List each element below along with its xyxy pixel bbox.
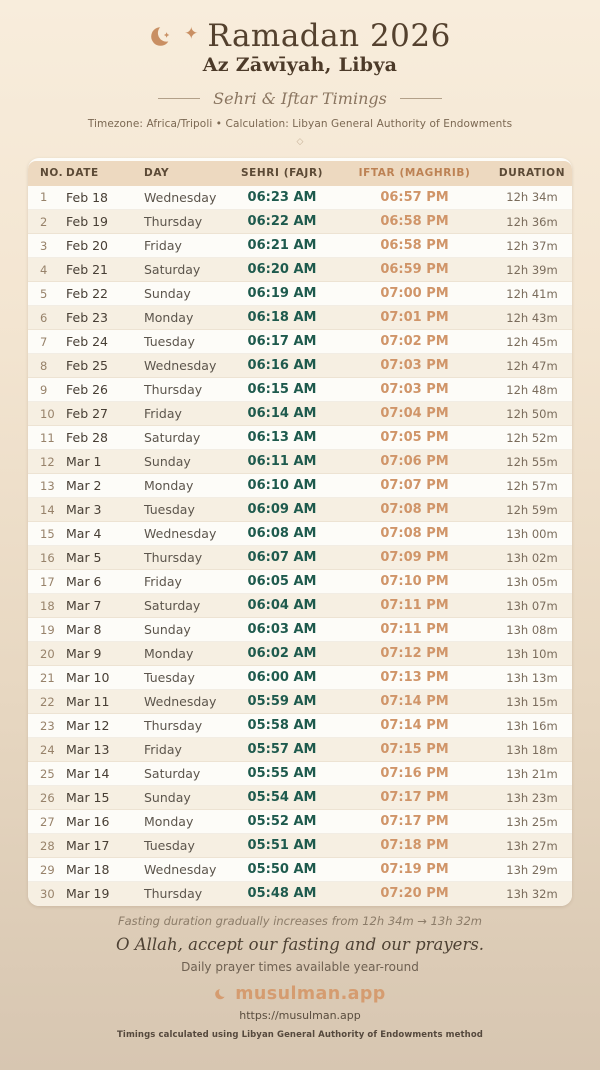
- table-row: [28, 546, 572, 570]
- brand-name: musulman.app: [235, 983, 386, 1004]
- cell-date: Feb 23: [66, 310, 109, 326]
- sparkle-icon: ✦: [184, 23, 199, 44]
- cell-duration: 13h 15m: [506, 694, 558, 709]
- table-row: [28, 570, 572, 594]
- cell-iftar: 07:11 PM: [380, 598, 449, 614]
- cell-no: 13: [40, 478, 55, 493]
- cell-sehri: 05:57 AM: [247, 742, 317, 758]
- table-row: [28, 762, 572, 786]
- cell-iftar: 07:16 PM: [380, 766, 449, 782]
- table-row: [28, 594, 572, 618]
- cell-iftar: 07:18 PM: [380, 838, 449, 854]
- cell-date: Mar 18: [66, 862, 110, 878]
- cell-day: Saturday: [144, 598, 201, 614]
- column-header-sehri: SEHRI (FAJR): [227, 161, 337, 186]
- cell-sehri: 06:02 AM: [247, 646, 317, 662]
- page-footer: [0, 914, 600, 1070]
- cell-sehri: 06:21 AM: [247, 238, 317, 254]
- cell-duration: 13h 32m: [506, 886, 558, 901]
- cell-duration: 12h 59m: [506, 502, 558, 517]
- column-header-duration: DURATION: [492, 161, 572, 186]
- cell-sehri: 06:13 AM: [247, 430, 317, 446]
- cell-iftar: 07:04 PM: [380, 406, 449, 422]
- cell-iftar: 06:58 PM: [380, 238, 449, 254]
- cell-duration: 12h 47m: [506, 358, 558, 373]
- cell-duration: 13h 25m: [506, 814, 558, 829]
- cell-day: Sunday: [144, 790, 191, 806]
- cell-no: 29: [40, 862, 55, 877]
- dua-text: O Allah, accept our fasting and our prayers.: [115, 934, 485, 954]
- cell-day: Friday: [144, 574, 182, 590]
- cell-day: Saturday: [144, 766, 201, 782]
- cell-day: Monday: [144, 646, 194, 662]
- table-row: [28, 522, 572, 546]
- cell-sehri: 06:09 AM: [247, 502, 317, 518]
- table-row: [28, 786, 572, 810]
- cell-iftar: 07:11 PM: [380, 622, 449, 638]
- cell-duration: 13h 13m: [506, 670, 558, 685]
- cell-day: Sunday: [144, 286, 191, 302]
- cell-date: Mar 14: [66, 766, 110, 782]
- cell-duration: 12h 57m: [506, 478, 558, 493]
- cell-sehri: 06:11 AM: [247, 454, 317, 470]
- cell-duration: 12h 37m: [506, 238, 558, 253]
- cell-day: Thursday: [144, 886, 203, 902]
- cell-day: Wednesday: [144, 526, 217, 542]
- timetable-header-row: [28, 161, 572, 186]
- cell-no: 17: [40, 574, 55, 589]
- cell-no: 27: [40, 814, 55, 829]
- cell-date: Feb 26: [66, 382, 109, 398]
- page-title: Ramadan 2026: [207, 18, 451, 54]
- cell-iftar: 07:10 PM: [380, 574, 449, 590]
- cell-no: 24: [40, 742, 55, 757]
- table-row: [28, 738, 572, 762]
- cell-duration: 13h 16m: [506, 718, 558, 733]
- cell-no: 6: [40, 310, 48, 325]
- cell-no: 28: [40, 838, 55, 853]
- cell-duration: 13h 23m: [506, 790, 558, 805]
- cell-date: Feb 18: [66, 189, 109, 205]
- cell-no: 9: [40, 382, 48, 397]
- cell-iftar: 07:03 PM: [380, 382, 449, 398]
- cell-day: Monday: [144, 814, 194, 830]
- cell-date: Mar 12: [66, 718, 110, 734]
- cell-duration: 12h 50m: [506, 406, 558, 421]
- cell-no: 30: [40, 886, 55, 901]
- crescent-moon-icon: [149, 23, 175, 49]
- table-row: [28, 666, 572, 690]
- table-row: [28, 642, 572, 666]
- cell-duration: 12h 39m: [506, 262, 558, 277]
- cell-iftar: 06:58 PM: [380, 214, 449, 230]
- cell-iftar: 07:14 PM: [380, 718, 449, 734]
- availability-note: Daily prayer times available year-round: [181, 959, 419, 974]
- table-row: [28, 810, 572, 834]
- column-header-day: DAY: [144, 161, 227, 186]
- cell-day: Monday: [144, 310, 194, 326]
- table-row: [28, 282, 572, 306]
- cell-day: Saturday: [144, 430, 201, 446]
- cell-sehri: 06:23 AM: [247, 189, 317, 205]
- cell-iftar: 07:06 PM: [380, 454, 449, 470]
- cell-date: Mar 13: [66, 742, 110, 758]
- cell-duration: 12h 34m: [506, 190, 558, 205]
- column-header-iftar: IFTAR (MAGHRIB): [337, 161, 492, 186]
- table-row: [28, 354, 572, 378]
- cell-day: Saturday: [144, 262, 201, 278]
- cell-day: Tuesday: [144, 670, 195, 686]
- cell-no: 4: [40, 262, 48, 277]
- cell-date: Mar 9: [66, 646, 102, 662]
- table-row: [28, 306, 572, 330]
- column-header-date: DATE: [66, 161, 144, 186]
- cell-no: 12: [40, 454, 55, 469]
- table-row: [28, 210, 572, 234]
- cell-sehri: 06:18 AM: [247, 310, 317, 326]
- cell-duration: 13h 02m: [506, 550, 558, 565]
- cell-date: Mar 4: [66, 526, 102, 542]
- cell-day: Thursday: [144, 214, 203, 230]
- cell-date: Mar 6: [66, 574, 102, 590]
- cell-sehri: 06:15 AM: [247, 382, 317, 398]
- cell-sehri: 06:20 AM: [247, 262, 317, 278]
- table-row: [28, 858, 572, 882]
- cell-date: Feb 21: [66, 262, 109, 278]
- column-header-no: NO.: [28, 161, 66, 186]
- cell-sehri: 05:54 AM: [247, 790, 317, 806]
- title-row: [0, 20, 600, 53]
- cell-day: Friday: [144, 238, 182, 254]
- table-row: [28, 330, 572, 354]
- cell-day: Friday: [144, 406, 182, 422]
- cell-duration: 13h 29m: [506, 862, 558, 877]
- brand-link[interactable]: [0, 984, 600, 1004]
- cell-iftar: 06:57 PM: [380, 189, 449, 205]
- cell-no: 8: [40, 358, 48, 373]
- cell-day: Wednesday: [144, 189, 217, 205]
- cell-no: 7: [40, 334, 48, 349]
- duration-trend-note: Fasting duration gradually increases from 12h 34m → 13h 32m: [117, 913, 483, 928]
- table-row: [28, 834, 572, 858]
- cell-day: Thursday: [144, 382, 203, 398]
- table-row: [28, 426, 572, 450]
- page-header: [0, 20, 600, 147]
- cell-duration: 12h 48m: [506, 382, 558, 397]
- cell-day: Friday: [144, 742, 182, 758]
- cell-iftar: 07:13 PM: [380, 670, 449, 686]
- cell-no: 22: [40, 694, 55, 709]
- cell-iftar: 07:19 PM: [380, 862, 449, 878]
- cell-no: 26: [40, 790, 55, 805]
- cell-no: 1: [40, 190, 48, 205]
- cell-sehri: 06:03 AM: [247, 622, 317, 638]
- cell-sehri: 05:55 AM: [247, 766, 317, 782]
- cell-duration: 12h 52m: [506, 430, 558, 445]
- cell-date: Feb 19: [66, 214, 109, 230]
- cell-day: Wednesday: [144, 358, 217, 374]
- cell-iftar: 07:15 PM: [380, 742, 449, 758]
- table-row: [28, 402, 572, 426]
- cell-duration: 12h 43m: [506, 310, 558, 325]
- cell-iftar: 07:00 PM: [380, 286, 449, 302]
- decorative-line-right: [400, 98, 442, 99]
- cell-sehri: 06:19 AM: [247, 286, 317, 302]
- cell-date: Mar 15: [66, 790, 110, 806]
- timetable: [28, 161, 572, 906]
- cell-day: Sunday: [144, 454, 191, 470]
- cell-date: Feb 28: [66, 430, 109, 446]
- cell-iftar: 07:14 PM: [380, 694, 449, 710]
- table-row: [28, 234, 572, 258]
- table-row: [28, 498, 572, 522]
- cell-date: Mar 1: [66, 454, 102, 470]
- cell-date: Mar 16: [66, 814, 110, 830]
- cell-day: Thursday: [144, 550, 203, 566]
- cell-date: Mar 11: [66, 694, 110, 710]
- cell-date: Feb 20: [66, 238, 109, 254]
- cell-no: 16: [40, 550, 55, 565]
- cell-no: 21: [40, 670, 55, 685]
- location-title: Az Zāwīyah, Libya: [202, 53, 398, 76]
- cell-sehri: 06:07 AM: [247, 550, 317, 566]
- cell-day: Sunday: [144, 622, 191, 638]
- table-row: [28, 474, 572, 498]
- cell-iftar: 07:05 PM: [380, 430, 449, 446]
- cell-date: Mar 10: [66, 670, 110, 686]
- decorative-line-left: [158, 98, 200, 99]
- cell-no: 18: [40, 598, 55, 613]
- cell-duration: 13h 18m: [506, 742, 558, 757]
- cell-day: Wednesday: [144, 862, 217, 878]
- cell-sehri: 06:17 AM: [247, 334, 317, 350]
- table-row: [28, 690, 572, 714]
- cell-no: 3: [40, 238, 48, 253]
- cell-duration: 13h 08m: [506, 622, 558, 637]
- cell-iftar: 07:01 PM: [380, 310, 449, 326]
- cell-sehri: 06:00 AM: [247, 670, 317, 686]
- cell-duration: 12h 55m: [506, 454, 558, 469]
- cell-sehri: 06:14 AM: [247, 406, 317, 422]
- cell-no: 5: [40, 286, 48, 301]
- cell-no: 2: [40, 214, 48, 229]
- cell-no: 23: [40, 718, 55, 733]
- cell-sehri: 06:05 AM: [247, 574, 317, 590]
- cell-no: 19: [40, 622, 55, 637]
- cell-day: Tuesday: [144, 334, 195, 350]
- cell-no: 20: [40, 646, 55, 661]
- cell-day: Tuesday: [144, 838, 195, 854]
- cell-date: Feb 27: [66, 406, 109, 422]
- cell-sehri: 05:59 AM: [247, 694, 317, 710]
- calculation-method-note: Timings calculated using Libyan General Authority of Endowments method: [117, 1029, 483, 1040]
- table-row: [28, 378, 572, 402]
- cell-iftar: 07:07 PM: [380, 478, 449, 494]
- cell-no: 10: [40, 406, 55, 421]
- table-row: [28, 618, 572, 642]
- table-row: [28, 258, 572, 282]
- cell-duration: 13h 27m: [506, 838, 558, 853]
- cell-day: Monday: [144, 478, 194, 494]
- table-row: [28, 714, 572, 738]
- cell-no: 15: [40, 526, 55, 541]
- cell-day: Tuesday: [144, 502, 195, 518]
- cell-date: Mar 3: [66, 502, 102, 518]
- cell-duration: 13h 05m: [506, 574, 558, 589]
- cell-duration: 13h 00m: [506, 526, 558, 541]
- table-row: [28, 450, 572, 474]
- cell-no: 14: [40, 502, 55, 517]
- cell-date: Mar 2: [66, 478, 102, 494]
- cell-sehri: 06:04 AM: [247, 598, 317, 614]
- cell-sehri: 05:58 AM: [247, 718, 317, 734]
- cell-no: 25: [40, 766, 55, 781]
- cell-duration: 12h 41m: [506, 286, 558, 301]
- cell-iftar: 07:08 PM: [380, 502, 449, 518]
- table-row: [28, 882, 572, 906]
- cell-iftar: 07:17 PM: [380, 790, 449, 806]
- cell-sehri: 05:52 AM: [247, 814, 317, 830]
- diamond-ornament-icon: ◇: [296, 136, 304, 147]
- cell-iftar: 07:03 PM: [380, 358, 449, 374]
- cell-date: Feb 24: [66, 334, 109, 350]
- cell-sehri: 05:48 AM: [247, 886, 317, 902]
- cell-sehri: 05:51 AM: [247, 838, 317, 854]
- timetable-body: [28, 186, 572, 906]
- cell-no: 11: [40, 430, 55, 445]
- cell-date: Feb 25: [66, 358, 109, 374]
- cell-date: Mar 7: [66, 598, 102, 614]
- cell-sehri: 06:22 AM: [247, 214, 317, 230]
- cell-duration: 12h 45m: [506, 334, 558, 349]
- cell-date: Feb 22: [66, 286, 109, 302]
- cell-day: Wednesday: [144, 694, 217, 710]
- subtitle-row: [0, 89, 600, 108]
- cell-duration: 13h 10m: [506, 646, 558, 661]
- timetable-card: [28, 158, 572, 906]
- cell-iftar: 06:59 PM: [380, 262, 449, 278]
- cell-iftar: 07:02 PM: [380, 334, 449, 350]
- cell-iftar: 07:20 PM: [380, 886, 449, 902]
- cell-iftar: 07:12 PM: [380, 646, 449, 662]
- cell-date: Mar 5: [66, 550, 102, 566]
- cell-sehri: 05:50 AM: [247, 862, 317, 878]
- cell-duration: 12h 36m: [506, 214, 558, 229]
- cell-date: Mar 8: [66, 622, 102, 638]
- page-subtitle: Sehri & Iftar Timings: [213, 88, 387, 108]
- cell-sehri: 06:08 AM: [247, 526, 317, 542]
- table-row: [28, 186, 572, 210]
- crescent-moon-icon: [214, 987, 228, 1001]
- cell-duration: 13h 21m: [506, 766, 558, 781]
- cell-date: Mar 17: [66, 838, 110, 854]
- brand-url[interactable]: https://musulman.app: [239, 1008, 361, 1022]
- cell-iftar: 07:08 PM: [380, 526, 449, 542]
- cell-sehri: 06:10 AM: [247, 478, 317, 494]
- cell-sehri: 06:16 AM: [247, 358, 317, 374]
- cell-duration: 13h 07m: [506, 598, 558, 613]
- cell-day: Thursday: [144, 718, 203, 734]
- cell-date: Mar 19: [66, 886, 110, 902]
- timezone-calculation-note: Timezone: Africa/Tripoli • Calculation: Libyan General Authority of Endowments: [87, 117, 513, 130]
- cell-iftar: 07:17 PM: [380, 814, 449, 830]
- cell-iftar: 07:09 PM: [380, 550, 449, 566]
